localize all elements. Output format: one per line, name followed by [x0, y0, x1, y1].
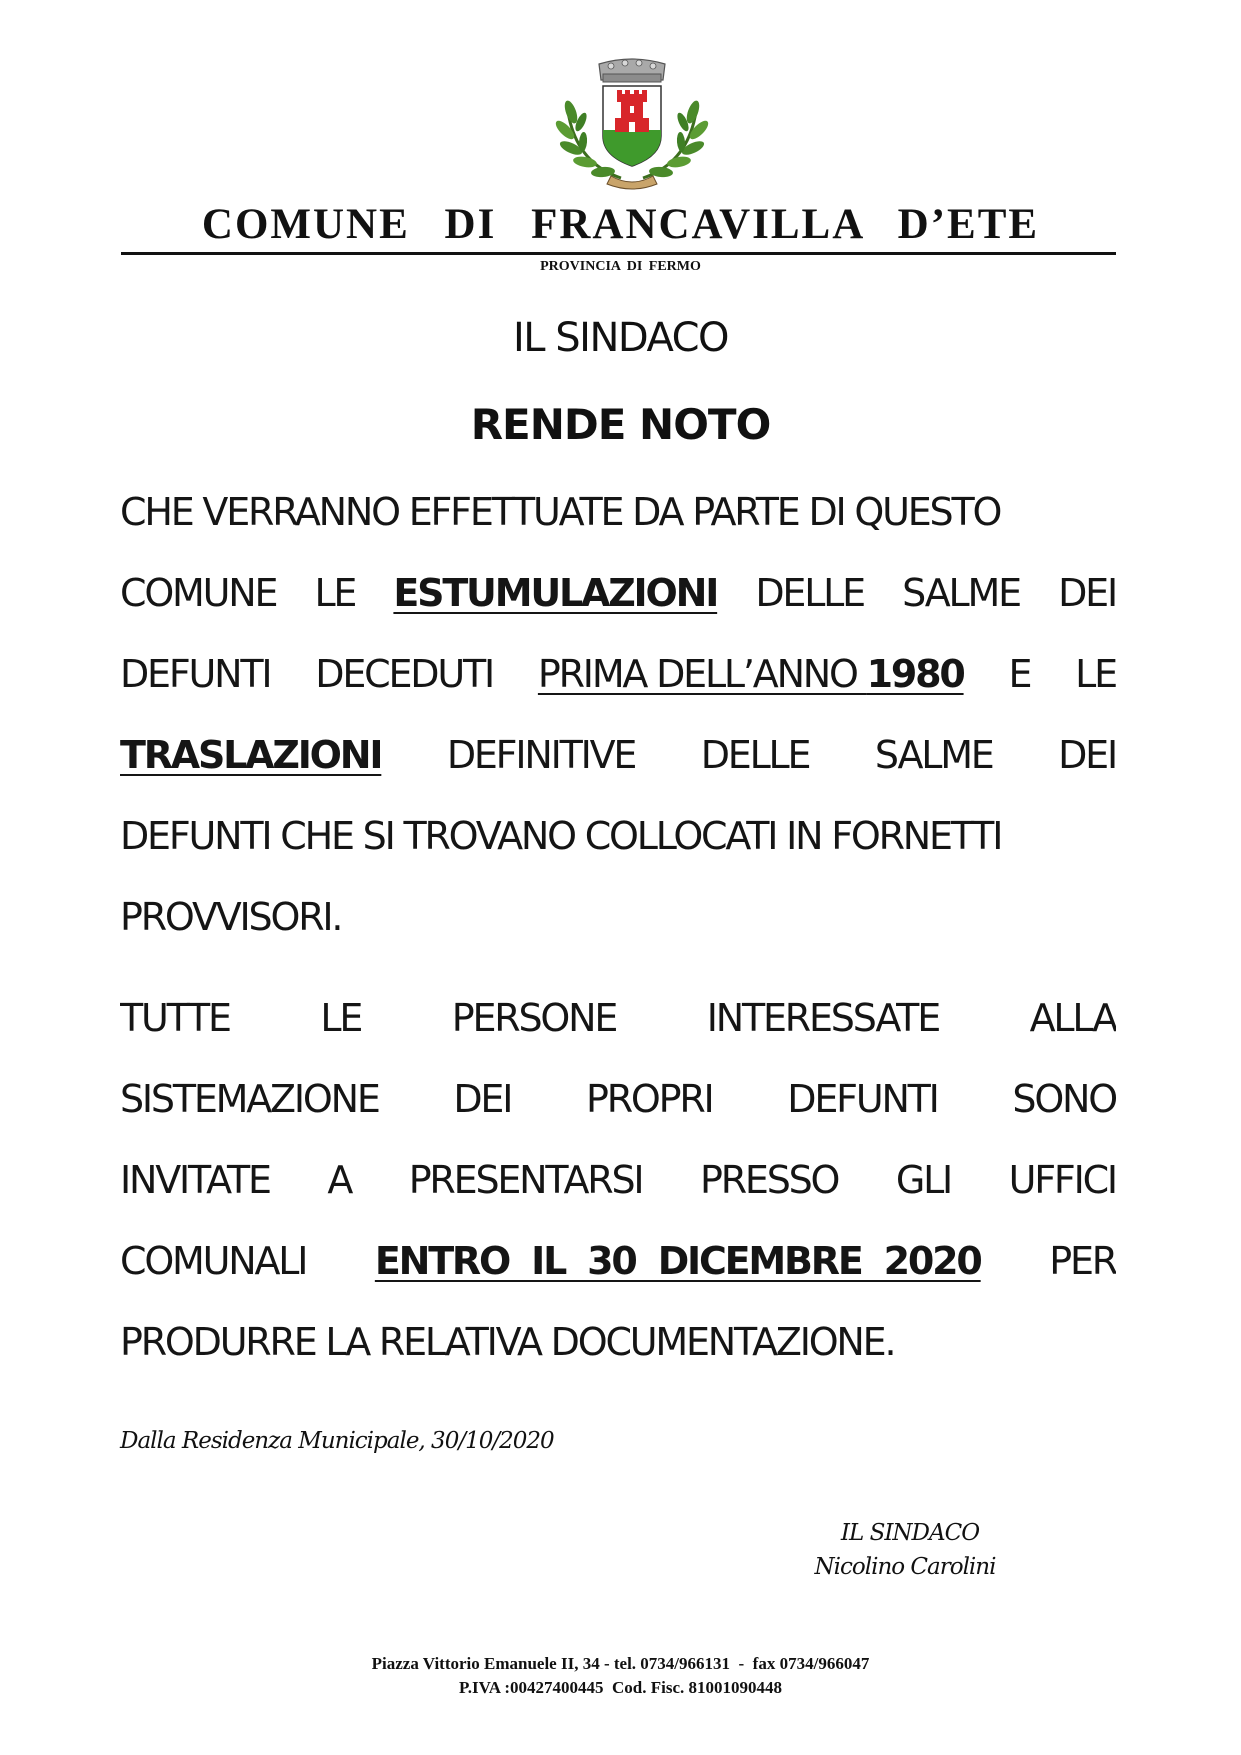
word: DELLE: [755, 571, 864, 615]
word: PRESENTARSI: [408, 1158, 643, 1202]
municipality-name: COMUNE DI FRANCAVILLA D’ETE: [201, 201, 1040, 248]
transfers-term: TRASLAZIONI: [120, 733, 382, 777]
word: SISTEMAZIONE: [120, 1077, 379, 1121]
announcement-paragraph-1: [120, 472, 1116, 958]
word: PER: [1049, 1239, 1116, 1283]
announcement-paragraph-2: [120, 978, 1116, 1383]
paragraph-2-line-2: [120, 1059, 1116, 1140]
paragraph-2-line-3: [120, 1140, 1116, 1221]
before-year-text: PRIMA DELL’ANNO: [537, 652, 867, 696]
word: LE: [314, 571, 356, 615]
word: ALLA: [1029, 996, 1116, 1040]
paragraph-2-line-4: [120, 1221, 1116, 1302]
before-year-phrase: [538, 634, 964, 715]
footer-tax-codes: P.IVA :00427400445 Cod. Fisc. 81001090448: [458, 1678, 783, 1697]
word: DEFINITIVE: [446, 733, 636, 777]
place-and-date: Dalla Residenza Municipale, 30/10/2020: [120, 1428, 554, 1454]
word: DEFUNTI: [787, 1077, 938, 1121]
word: PERSONE: [451, 996, 617, 1040]
paragraph-1-line-3: [120, 634, 1116, 715]
signature-name: Nicolino Carolini: [814, 1554, 996, 1580]
paragraph-1-line-1: CHE VERRANNO EFFETTUATE DA PARTE DI QUESTO: [120, 490, 1001, 534]
word: COMUNALI: [120, 1239, 307, 1283]
coat-of-arms-icon: [551, 52, 713, 192]
word: SONO: [1012, 1077, 1116, 1121]
header-divider: [121, 252, 1116, 255]
deadline-date: ENTRO IL 30 DICEMBRE 2020: [374, 1239, 981, 1283]
word: COMUNE: [120, 571, 277, 615]
word: INTERESSATE: [706, 996, 940, 1040]
word: DEI: [1058, 571, 1116, 615]
paragraph-1-line-2: [120, 553, 1116, 634]
word: DEI: [453, 1077, 512, 1121]
word: DEFUNTI: [120, 652, 271, 696]
signature-title: IL SINDACO: [840, 1520, 980, 1546]
word: TUTTE: [120, 996, 230, 1040]
word: GLI: [895, 1158, 952, 1202]
paragraph-1-line-4: [120, 715, 1116, 796]
word: A: [327, 1158, 352, 1202]
cutoff-year: 1980: [866, 652, 964, 696]
word: SALME: [902, 571, 1020, 615]
word: PRESSO: [699, 1158, 839, 1202]
word: DEI: [1058, 733, 1116, 777]
word: E: [1008, 652, 1031, 696]
exhumations-term: ESTUMULAZIONI: [393, 571, 718, 615]
footer-address: Piazza Vittorio Emanuele II, 34 - tel. 0734/966131 - fax 0734/966047: [371, 1654, 870, 1673]
notice-heading: RENDE NOTO: [470, 400, 771, 449]
paragraph-2-line-5: PRODURRE LA RELATIVA DOCUMENTAZIONE.: [120, 1320, 895, 1364]
word: INVITATE: [120, 1158, 270, 1202]
word: LE: [1075, 652, 1116, 696]
word: LE: [320, 996, 362, 1040]
word: UFFICI: [1008, 1158, 1116, 1202]
paragraph-1-line-5: DEFUNTI CHE SI TROVANO COLLOCATI IN FORNETTI: [120, 814, 1002, 858]
paragraph-2-line-1: [120, 978, 1116, 1059]
word: SALME: [874, 733, 993, 777]
word: DECEDUTI: [315, 652, 493, 696]
paragraph-1-line-6: PROVVISORI.: [120, 895, 342, 939]
word: PROPRI: [586, 1077, 713, 1121]
mayor-heading: IL SINDACO: [512, 315, 729, 361]
word: DELLE: [700, 733, 810, 777]
province-name: PROVINCIA DI FERMO: [540, 259, 701, 274]
